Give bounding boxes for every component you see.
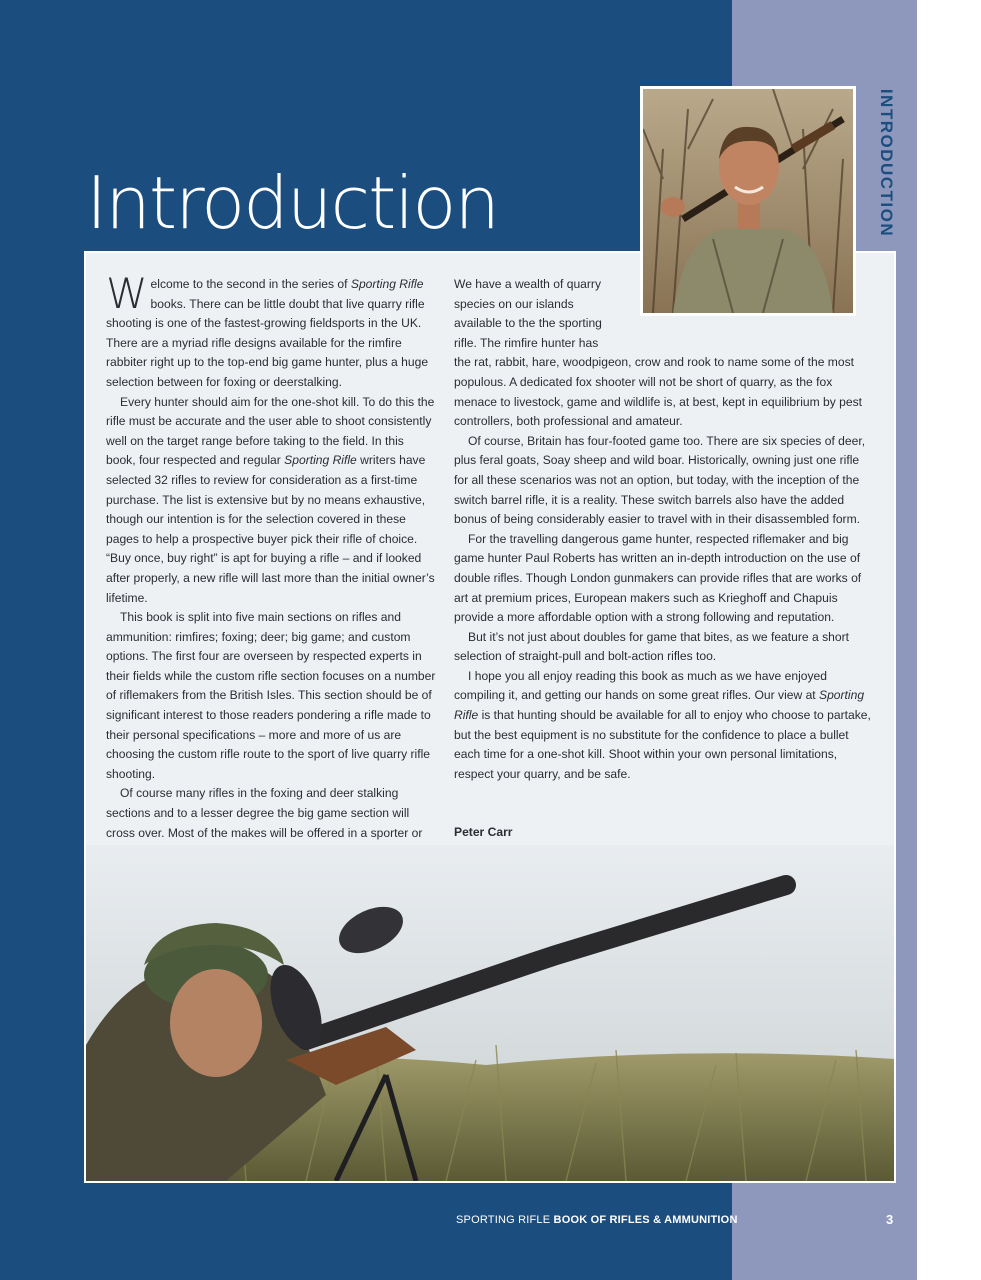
text-run: writers have selected 32 rifles to review for consideration as a first-time purchase. The list is extensive but by no means exhaustive, though our intention is for the selection covered in these pages to help a prospective buyer pick their rifle of choice. “Buy once, buy right” is apt for buying a rifle – and if looked after properly, a new rifle will last more than the initial owner’s lifetime. bbox=[106, 453, 435, 605]
section-tab bbox=[873, 88, 899, 238]
text-run: is that hunting should be available for all to enjoy who choose to partake, but the best equipment is no substitute for the confidence to place a bullet each time for a one-shot kill. Shoot within your own personal limitations, respect your quarry, and be safe. bbox=[454, 708, 871, 781]
text-run: Every hunter should aim for the one-shot kill. To do this the rifle must be accurate and the user able to shoot consistently well on the target range before taking to the field. In this book, four respected and regular bbox=[106, 394, 435, 468]
author-name: Peter Carr bbox=[454, 825, 513, 840]
running-footer bbox=[456, 1214, 738, 1226]
editor-portrait-photo bbox=[640, 86, 856, 316]
footer-publication-title: BOOK OF RIFLES & AMMUNITION bbox=[553, 1214, 738, 1226]
body-paragraph: Of course, Britain has four-footed game too. There are six species of deer, plus feral goats, Soay sheep and wild boar. Historically, owning just one rifle for all these scenarios was not an option, but today, with the inception of the switch barrel rifle, it is a reality. These switch barrels also have the added bonus of being considerably easier to travel with in their disassembled form. bbox=[454, 433, 866, 527]
drop-cap: W bbox=[106, 269, 148, 318]
page-title: Introduction bbox=[86, 161, 499, 245]
body-paragraph bbox=[106, 393, 436, 609]
body-paragraph: But it’s not just about doubles for game that bites, as we feature a short selection of straight-pull and bolt-action rifles too. bbox=[454, 629, 849, 664]
body-paragraph: We have a wealth of quarry species on our islands available to the the sporting rifle. The rimfire hunter has the rat, rabbit, hare, woodpigeon, crow and rook to name some of the most populous. A dedicated fox shooter will not be short of quarry, as the fox menace to livestock, game and wildlife is, at best, kept in equilibrium by pest controllers, both professional and amateur. bbox=[454, 277, 863, 429]
hunter-with-rifle-photo bbox=[86, 845, 894, 1181]
text-run: books. There can be little doubt that live quarry rifle shooting is one of the fastest-growing fieldsports in the UK. There are a myriad rifle designs available for the rimfire rabbiter right up to the top-end big game hunter, plus a huge selection between for foxing or deerstalking. bbox=[106, 296, 429, 389]
text-run: elcome to the second in the series of bbox=[150, 277, 351, 291]
publication-name: Sporting Rifle bbox=[350, 277, 424, 291]
publication-name: Sporting Rifle bbox=[454, 688, 865, 723]
body-paragraph: This book is split into five main sections on rifles and ammunition: rimfires; foxing; deer; big game; and custom options. The first four are overseen by respected experts in their fields while the custom rifle section focuses on a number of riflemakers from the British Isles. This section should be of significant interest to those readers pondering a rifle made to their personal specifications – more and more of us are choosing the custom rifle route to the sport of live quarry rifle shooting. bbox=[106, 610, 436, 781]
page-margin bbox=[917, 0, 981, 1280]
text-run: I hope you all enjoy reading this book as much as we have enjoyed compiling it, and getting our hands on some great rifles. Our view at bbox=[454, 668, 828, 703]
publication-name: Sporting Rifle bbox=[284, 453, 357, 468]
body-paragraph: Of course many rifles in the foxing and deer stalking sections and to a lesser degree the big game section will cross over. Most of the makes will be offered in a sporter or bbox=[106, 786, 423, 840]
portrait-illustration bbox=[643, 89, 853, 313]
hero-illustration bbox=[86, 845, 894, 1181]
body-paragraph: For the travelling dangerous game hunter, respected riflemaker and big game hunter Paul Roberts has written an in-depth introduction on the use of double rifles. Though London gunmakers can provide rifles that are works of art at premium prices, European makers such as Krieghoff and Chapuis provide a more affordable option with a strong following and reputation. bbox=[454, 531, 862, 625]
body-paragraph bbox=[454, 667, 874, 785]
footer-prefix: SPORTING RIFLE bbox=[456, 1214, 554, 1226]
left-column bbox=[106, 269, 436, 882]
intro-paragraph bbox=[106, 269, 436, 393]
page-number: 3 bbox=[886, 1212, 894, 1227]
right-column bbox=[454, 275, 874, 863]
section-tab-label: INTRODUCTION bbox=[877, 88, 896, 238]
